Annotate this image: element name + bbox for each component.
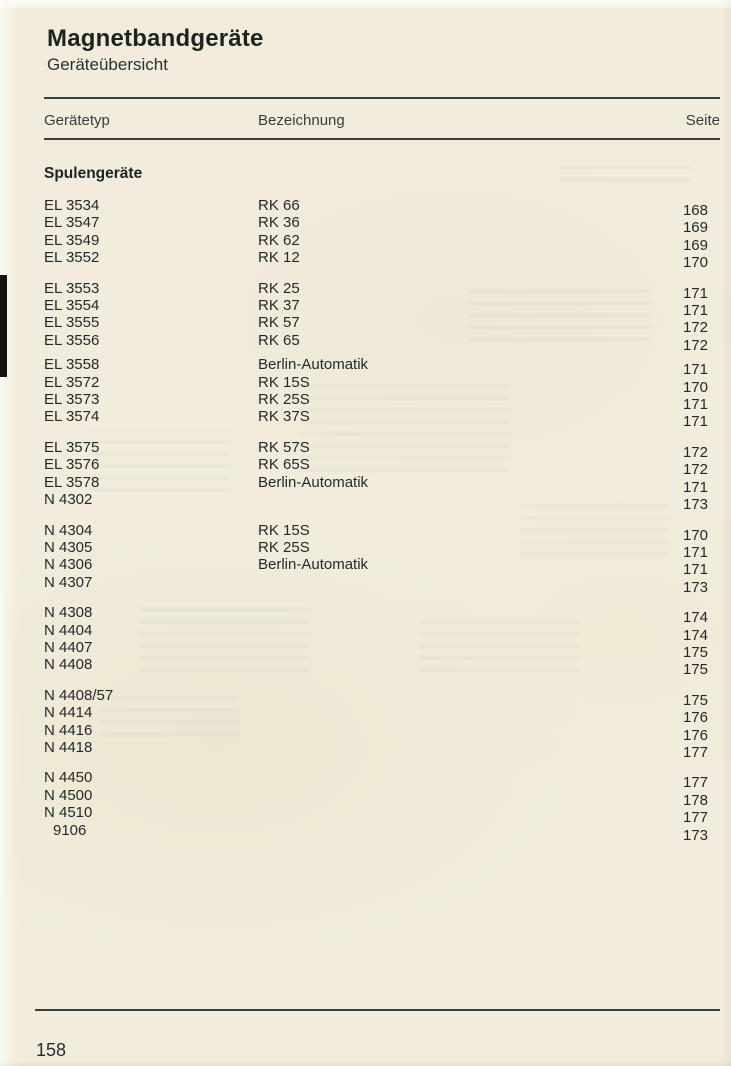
table-row: [44, 197, 720, 219]
device-type: EL 3534: [44, 197, 100, 214]
device-designation: [258, 722, 650, 739]
page-reference: 171: [682, 396, 708, 414]
table-header-rule: [44, 138, 720, 140]
device-type: N 4304: [44, 521, 93, 539]
page-reference: 173: [682, 496, 708, 514]
page-reference: 171: [682, 478, 708, 496]
device-type: N 4407: [44, 638, 93, 656]
table-row: [44, 721, 720, 744]
page-edge-left: [0, 0, 18, 1066]
table-row: [44, 686, 720, 709]
table-row: [44, 556, 720, 579]
device-type: N 4404: [44, 621, 93, 639]
table-row: [44, 297, 720, 320]
device-type: N 4510: [44, 804, 93, 822]
device-designation: RK 37: [258, 297, 300, 315]
page-edge-bottom: [0, 1060, 731, 1066]
device-type: N 4408/57: [44, 686, 114, 704]
device-designation: RK 15S: [258, 373, 310, 391]
page-reference: 178: [682, 791, 708, 809]
column-header-bezeichnung: Bezeichnung: [258, 112, 345, 129]
device-designation: [258, 656, 650, 673]
table-row: [44, 214, 720, 237]
device-type: EL 3552: [44, 249, 100, 267]
device-type: N 4416: [44, 721, 93, 739]
page-reference: 175: [682, 643, 708, 661]
device-designation: Berlin-Automatik: [258, 556, 369, 574]
device-type: 9106: [53, 821, 87, 839]
table-row: [44, 231, 720, 254]
table-row: [44, 456, 720, 479]
device-designation: [258, 804, 650, 821]
table-row: [44, 604, 720, 627]
table-row: [44, 769, 720, 792]
table-row: [44, 638, 720, 661]
page-subtitle: Geräteübersicht: [47, 55, 168, 74]
device-type: EL 3572: [44, 373, 100, 391]
device-type: EL 3554: [44, 297, 100, 315]
table-row: [44, 314, 720, 337]
page-reference: 176: [682, 709, 708, 727]
device-designation: RK 57: [258, 314, 300, 332]
device-designation: [258, 704, 650, 721]
table-row: [44, 786, 720, 809]
device-designation: RK 25: [258, 279, 300, 297]
device-type: N 4500: [44, 786, 93, 804]
table-row: [44, 704, 720, 727]
device-type: EL 3547: [44, 214, 100, 232]
device-group: [44, 604, 720, 679]
table-row: [44, 821, 720, 844]
table-row: [44, 573, 720, 596]
device-designation: RK 62: [258, 231, 300, 249]
table-row: [44, 438, 720, 461]
column-header-geraetetyp: Gerätetyp: [44, 112, 110, 129]
page-reference: 170: [682, 254, 708, 272]
section-heading: Spulengeräte: [44, 165, 143, 182]
device-designation: RK 57S: [258, 438, 310, 456]
page-reference: 174: [682, 626, 708, 644]
table-row: [44, 738, 720, 761]
table-row: [44, 656, 720, 679]
page-reference: 173: [682, 578, 708, 596]
table-row: [44, 373, 720, 396]
page-reference: 171: [682, 284, 708, 302]
page-reference: 177: [682, 774, 708, 792]
device-type: EL 3549: [44, 231, 100, 249]
page-reference: 172: [682, 461, 708, 479]
table-row: [44, 538, 720, 561]
device-designation: RK 65: [258, 331, 300, 349]
footer-page-number: 158: [36, 1040, 67, 1060]
page-title: Magnetbandgeräte: [47, 25, 264, 52]
section-index-tab: [0, 275, 7, 377]
device-designation: [258, 639, 650, 656]
page-reference: 171: [682, 561, 708, 579]
device-type: N 4418: [44, 738, 93, 756]
device-group: [44, 279, 720, 354]
device-type: EL 3578: [44, 473, 100, 491]
table-row: [44, 473, 720, 496]
page-reference: 169: [682, 236, 708, 254]
device-type: N 4408: [44, 656, 93, 674]
page-reference: 171: [682, 543, 708, 561]
device-type: EL 3553: [44, 279, 100, 297]
device-type: N 4302: [44, 491, 93, 509]
device-designation: RK 12: [258, 249, 300, 267]
device-designation: Berlin-Automatik: [258, 473, 369, 491]
page-reference: 168: [682, 202, 708, 219]
device-designation: [258, 574, 650, 591]
device-group: [44, 769, 720, 844]
device-designation: [258, 787, 650, 804]
page-reference: 177: [682, 743, 708, 761]
page-reference: 175: [682, 661, 708, 679]
device-type: N 4305: [44, 538, 93, 556]
print-bleed-artifact: [560, 160, 690, 190]
column-header-seite: Seite: [685, 112, 720, 129]
device-group: [44, 521, 720, 596]
page-reference: 173: [682, 826, 708, 844]
page-reference: 171: [682, 302, 708, 320]
device-type: EL 3558: [44, 356, 100, 374]
device-designation: [258, 687, 650, 704]
device-designation: RK 15S: [258, 521, 310, 539]
device-type: EL 3575: [44, 438, 100, 456]
device-designation: RK 37S: [258, 408, 310, 426]
device-type: N 4307: [44, 573, 93, 591]
device-designation: [258, 822, 650, 839]
device-designation: RK 65S: [258, 456, 310, 474]
page-reference: 172: [682, 319, 708, 337]
table-row: [44, 391, 720, 414]
page-reference: 170: [682, 526, 708, 544]
table-row: [44, 279, 720, 302]
page-reference: 169: [682, 219, 708, 237]
device-table-body: [44, 197, 720, 852]
device-type: EL 3556: [44, 331, 100, 349]
page-reference: 177: [682, 809, 708, 827]
device-designation: RK 25S: [258, 538, 310, 556]
page-reference: 176: [682, 726, 708, 744]
device-type: N 4308: [44, 604, 93, 622]
page-reference: 170: [682, 378, 708, 396]
page-reference: 172: [682, 443, 708, 461]
device-group: [44, 356, 720, 431]
device-group: [44, 197, 720, 272]
table-row: [44, 408, 720, 431]
table-top-rule: [44, 97, 720, 99]
page-reference: 174: [682, 609, 708, 627]
table-row: [44, 491, 720, 514]
table-row: [44, 331, 720, 354]
footer-rule: [35, 1009, 720, 1011]
table-row: [44, 521, 720, 544]
device-type: EL 3576: [44, 456, 100, 474]
device-type: N 4414: [44, 704, 93, 722]
page-edge-right: [721, 0, 731, 1066]
page-reference: 175: [682, 691, 708, 709]
table-row: [44, 356, 720, 379]
device-designation: RK 66: [258, 197, 300, 214]
device-designation: [258, 769, 650, 786]
device-designation: [258, 604, 650, 621]
device-type: EL 3573: [44, 391, 100, 409]
device-designation: [258, 739, 650, 756]
device-type: EL 3574: [44, 408, 100, 426]
device-group: [44, 686, 720, 761]
device-type: EL 3555: [44, 314, 100, 332]
device-designation: [258, 491, 650, 508]
device-type: N 4306: [44, 556, 93, 574]
device-designation: [258, 622, 650, 639]
device-type: N 4450: [44, 769, 93, 787]
table-header-row: [44, 112, 720, 130]
table-row: [44, 804, 720, 827]
device-designation: Berlin-Automatik: [258, 356, 369, 374]
page-reference: 172: [682, 336, 708, 354]
device-designation: RK 36: [258, 214, 300, 232]
table-row: [44, 249, 720, 272]
page-reference: 171: [682, 413, 708, 431]
table-row: [44, 621, 720, 644]
device-designation: RK 25S: [258, 391, 310, 409]
page-reference: 171: [682, 361, 708, 379]
device-group: [44, 438, 720, 514]
page-edge-top: [0, 0, 731, 8]
